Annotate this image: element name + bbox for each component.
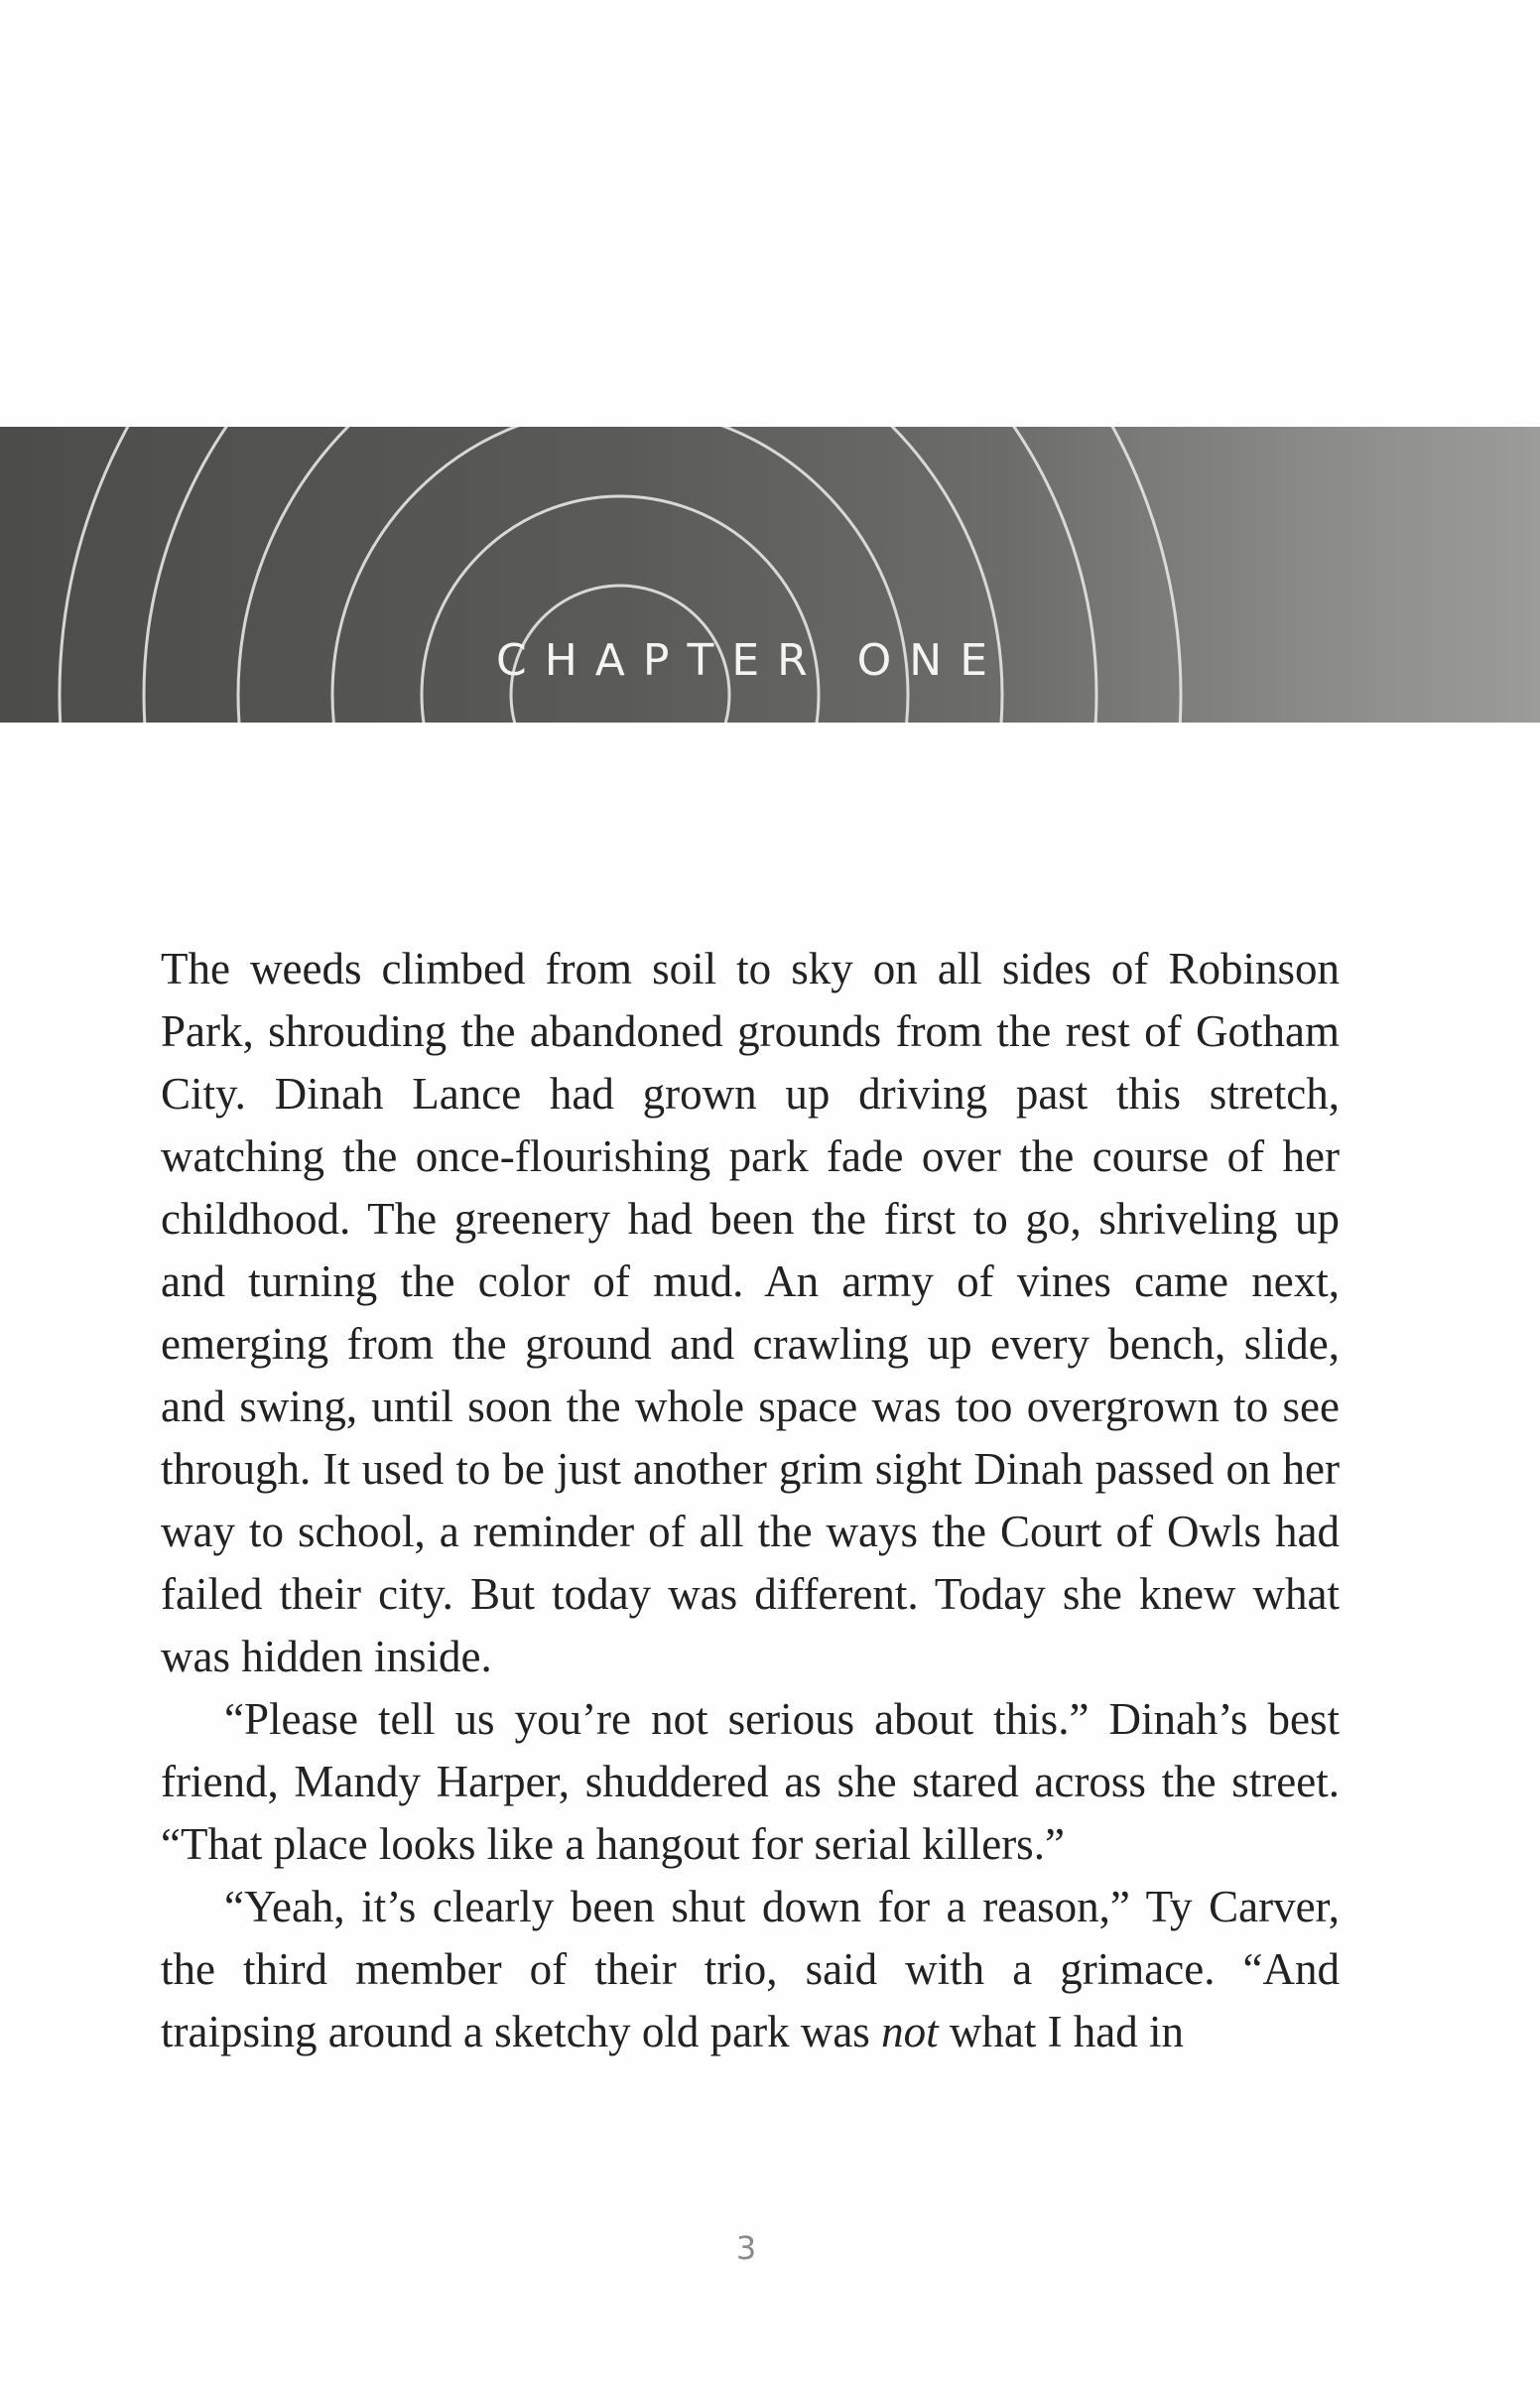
paragraph-3-text-after: what I had in [938,2007,1185,2056]
paragraph-2: “Please tell us you’re not serious about this.” Dinah’s best friend, Mandy Harper, shuddered as she stared across the street. “That place looks like a hangout for serial killers.” [161,1694,1340,1869]
ring-2 [422,496,819,723]
paragraph-3 [161,1876,1340,2063]
chapter-title: CHAPTER ONE [496,635,1006,686]
paragraph-3-emphasis: not [881,2007,939,2056]
page-number: 3 [735,2229,757,2267]
paragraph-3-text-before: “Yeah, it’s clearly been shut down for a reason,” Ty Carver, the third member of their trio, said with a grimace. “And traipsing around a sketchy old park was [161,1882,1340,2056]
body-text [161,938,1340,2063]
paragraph-1: The weeds climbed from soil to sky on all sides of Robinson Park, shrouding the abandoned grounds from the rest of Gotham City. Dinah Lance had grown up driving past this stretch, watching the once-flourishing park fade over the course of her childhood. The greenery had been the first to go, shriveling up and turning the color of mud. An army of vines came next, emerging from the ground and crawling up every bench, slide, and swing, until soon the whole space was too overgrown to see through. It used to be just another grim sight Dinah passed on her way to school, a reminder of all the ways the Court of Owls had failed their city. But today was different. Today she knew what was hidden inside. [161,944,1340,1681]
